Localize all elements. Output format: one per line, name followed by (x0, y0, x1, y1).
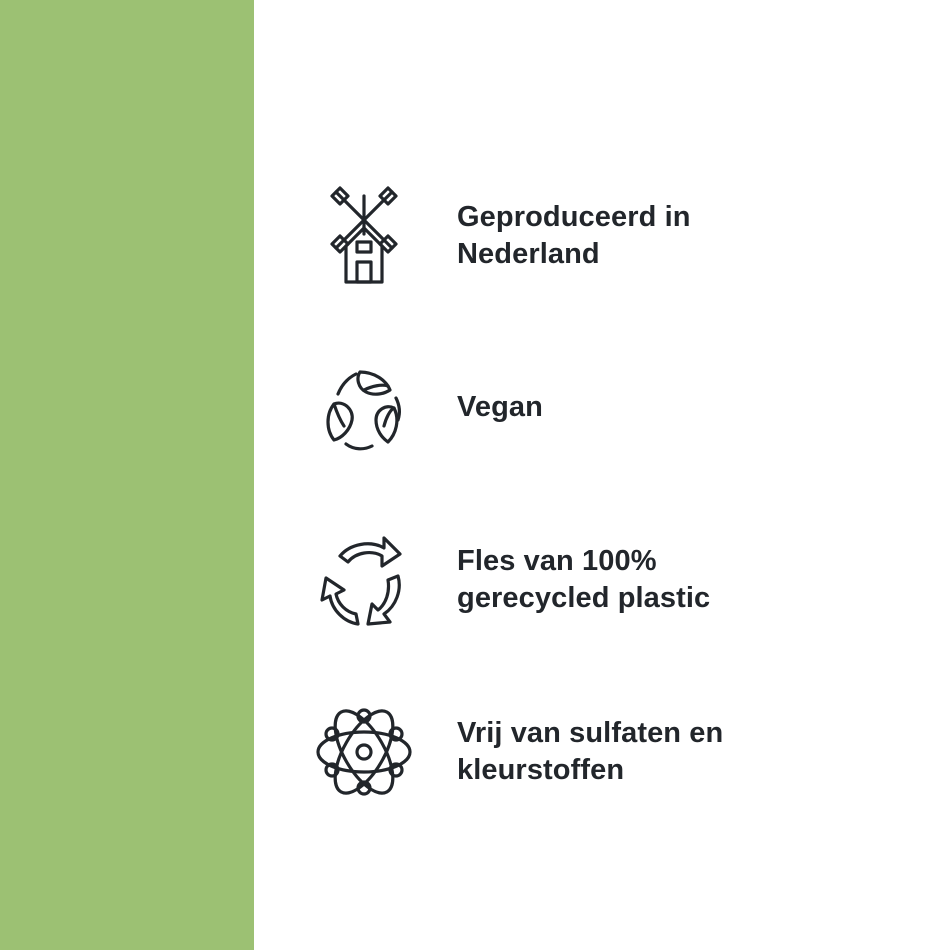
vegan-leaves-icon (304, 353, 424, 463)
feature-label: Fles van 100% gerecycled plastic (457, 544, 711, 614)
feature-item-vegan (304, 322, 924, 494)
feature-label: Vrij van sulfaten en kleurstoffen (457, 716, 724, 786)
green-color-band (0, 0, 254, 950)
feature-item-made-in-netherlands (304, 150, 924, 322)
feature-label: Geproduceerd in Nederland (457, 200, 691, 270)
feature-item-sulfate-free (304, 666, 924, 838)
recycling-arrows-icon (304, 525, 424, 635)
atom-molecule-icon (304, 697, 424, 807)
benefits-content-area (254, 0, 950, 950)
feature-label: Vegan (457, 391, 543, 424)
windmill-icon (304, 181, 424, 291)
feature-item-recycled-bottle (304, 494, 924, 666)
feature-list (304, 150, 924, 838)
